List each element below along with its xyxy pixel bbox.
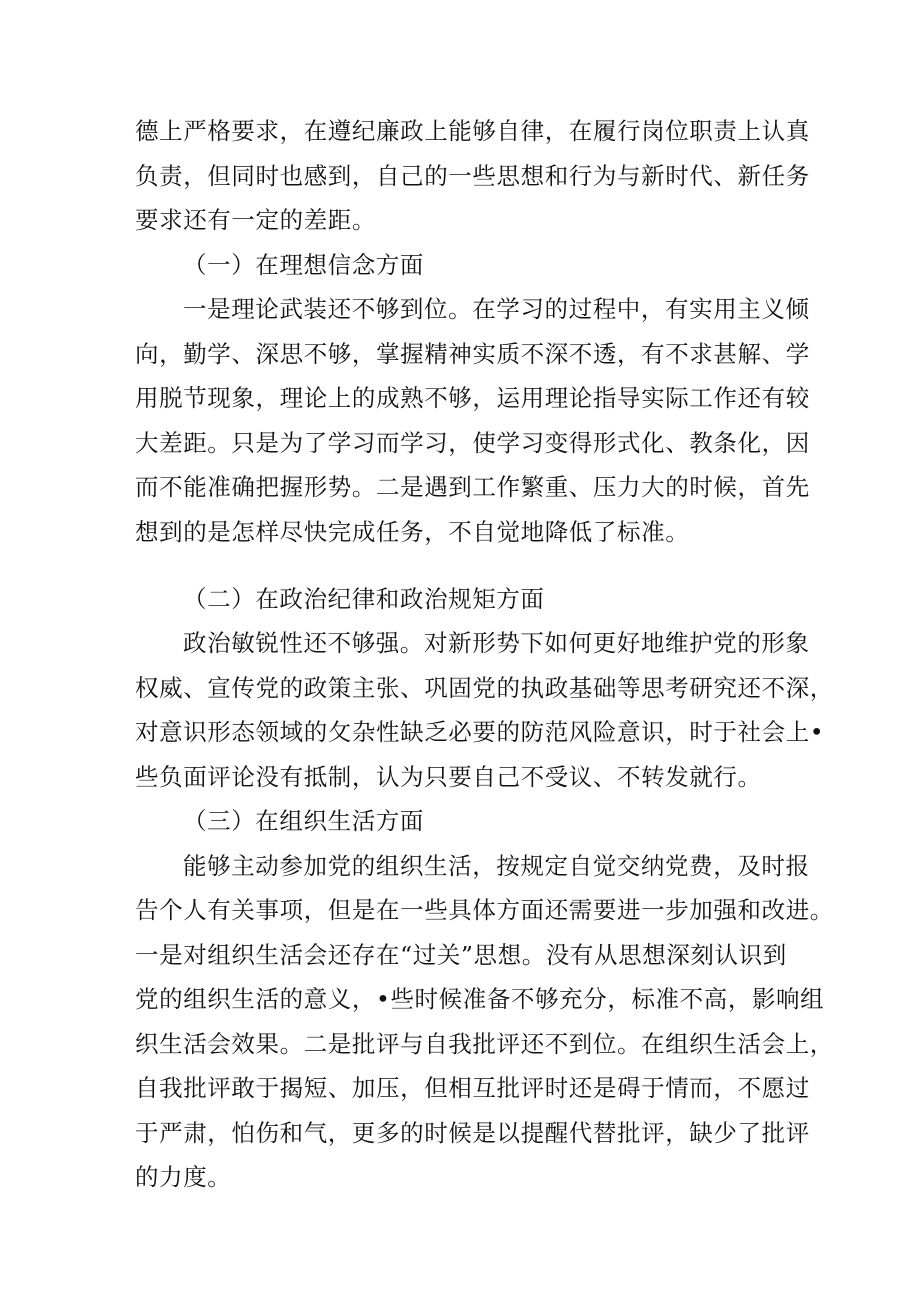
paragraph-line: 告个人有关事项，但是在一些具体方面还需要进一步加强和改进。 bbox=[135, 896, 834, 924]
paragraph-line: 大差距。只是为了学习而学习，使学习变得形式化、教条化，因 bbox=[135, 429, 810, 457]
paragraph-line: 能够主动参加党的组织生活，按规定自觉交纳党费，及时报 bbox=[183, 852, 810, 880]
section-heading-ideals: （一）在理想信念方面 bbox=[183, 251, 424, 279]
paragraph-line: 织生活会效果。二是批评与自我批评还不到位。在组织生活会上， bbox=[135, 1030, 834, 1058]
paragraph-line: 些负面评论没有抵制，认为只要自己不受议、不转发就行。 bbox=[135, 763, 762, 791]
paragraph-line: 自我批评敢于揭短、加压，但相互批评时还是碍于情而，不愿过 bbox=[135, 1074, 810, 1102]
paragraph-line: 政治敏锐性还不够强。对新形势下如何更好地维护党的形象 bbox=[183, 629, 810, 657]
paragraph-line: 向，勤学、深思不够，掌握精神实质不深不透，有不求甚解、学 bbox=[135, 340, 810, 368]
paragraph-line: 的力度。 bbox=[135, 1163, 232, 1191]
paragraph-line: 用脱节现象，理论上的成熟不够，运用理论指导实际工作还有较 bbox=[135, 384, 810, 412]
paragraph-line: 一是对组织生活会还存在“过关”思想。没有从思想深刻认识到 bbox=[135, 941, 787, 969]
paragraph-line: 权威、宣传党的政策主张、巩固党的执政基础等思考研究还不深， bbox=[135, 674, 834, 702]
paragraph-line: 于严肃，怕伤和气，更多的时候是以提醒代替批评，缺少了批评 bbox=[135, 1119, 810, 1147]
paragraph-line: 对意识形态领域的攵杂性缺乏必要的防范风险意识，时于社会上• bbox=[135, 718, 825, 746]
section-heading-organizational-life: （三）在组织生活方面 bbox=[183, 807, 424, 835]
paragraph-line: 想到的是怎样尽快完成任务，不自觉地降低了标准。 bbox=[135, 518, 690, 546]
paragraph-line: 德上严格要求，在遵纪廉政上能够自律，在履行岗位职责上认真 bbox=[135, 117, 810, 145]
paragraph-line: 而不能准确把握形势。二是遇到工作繁重、压力大的时候，首先 bbox=[135, 473, 810, 501]
paragraph-line: 党的组织生活的意义，•些时候准备不够充分，标准不高，影响组 bbox=[135, 985, 825, 1013]
paragraph-line: 要求还有一定的差距。 bbox=[135, 206, 376, 234]
paragraph-line: 一是理论武装还不够到位。在学习的过程中，有实用主义倾 bbox=[183, 295, 810, 323]
section-heading-political-discipline: （二）在政治纪律和政治规矩方面 bbox=[183, 585, 545, 613]
paragraph-line: 负责，但同时也感到，自己的一些思想和行为与新时代、新任务 bbox=[135, 162, 810, 190]
